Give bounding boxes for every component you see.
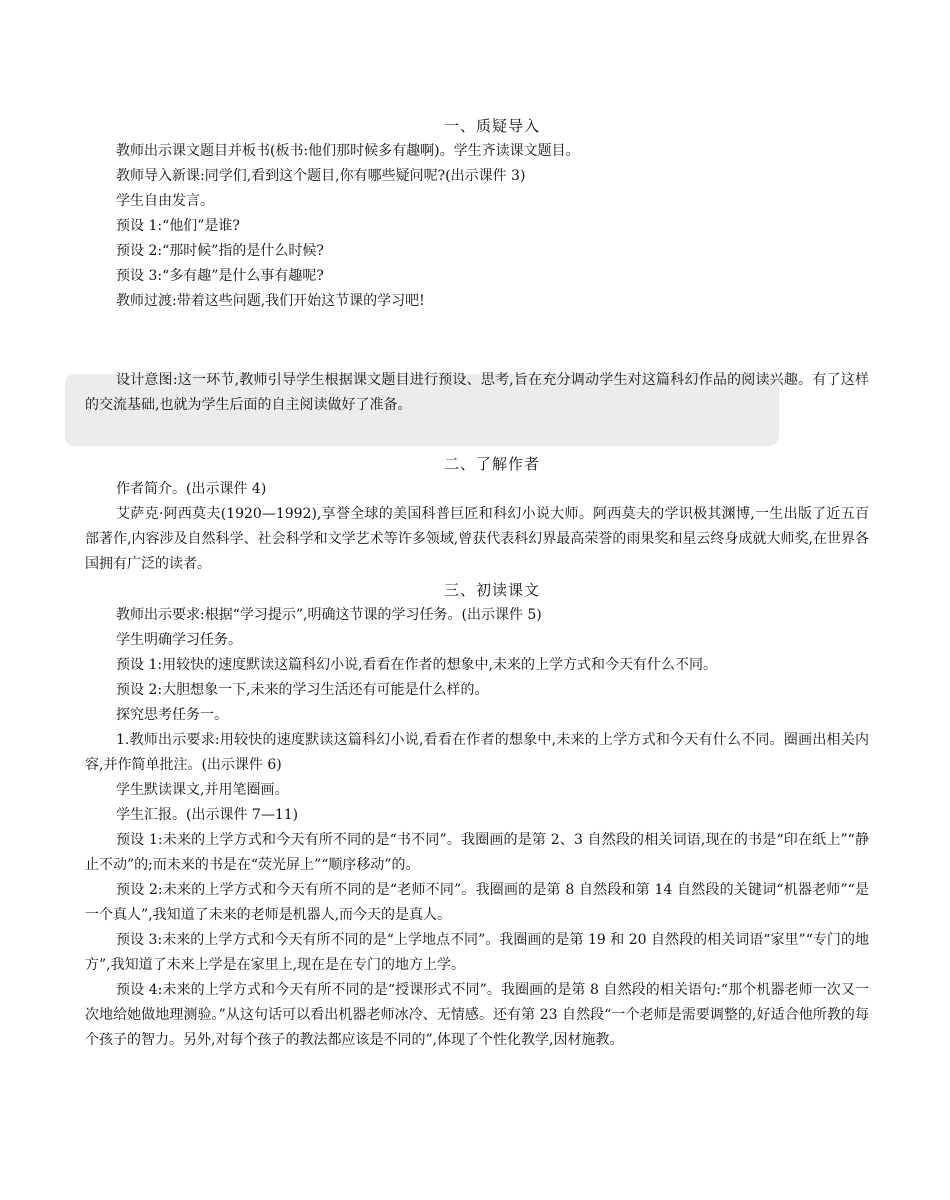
text-line: 教师出示要求:根据“学习提示”,明确这节课的学习任务。(出示课件 5)	[116, 607, 542, 623]
text-line: 作者简介。(出示课件 4)	[116, 481, 267, 497]
text-line: 学生明确学习任务。	[116, 632, 242, 648]
text-line: 预设 2:大胆想象一下,未来的学习生活还有可能是什么样的。	[116, 682, 489, 698]
task-paragraph: 1.教师出示要求:用较快的速度默读这篇科幻小说,看看在作者的想象中,未来的上学方式和今天有什么不同。圈画出相关内容,并作简单批注。(出示课件 6)	[85, 732, 869, 773]
section-heading-3: 三、初读课文	[443, 581, 540, 599]
preset-paragraph: 预设 3:未来的上学方式和今天有所不同的是“上学地点不同”。我圈画的是第 19 和 20 自然段的相关词语“家里”“专门的地方”,我知道了未来上学是在家里上,现在是在专门的地方上学。	[85, 932, 869, 973]
text-line: 预设 1:用较快的速度默读这篇科幻小说,看看在作者的想象中,未来的上学方式和今天有什么不同。	[116, 657, 717, 673]
section-heading-2: 二、了解作者	[443, 455, 540, 473]
text-line: 教师导入新课:同学们,看到这个题目,你有哪些疑问呢?(出示课件 3)	[116, 168, 526, 184]
spacer	[85, 418, 869, 451]
text-line: 学生自由发言。	[116, 193, 214, 209]
text-line: 探究思考任务一。	[116, 707, 228, 723]
text-line: 教师出示课文题目并板书(板书:他们那时候多有趣啊)。学生齐读课文题目。	[116, 143, 580, 159]
text-line: 预设 3:“多有趣”是什么事有趣呢?	[116, 268, 324, 284]
text-line: 学生默读课文,并用笔圈画。	[116, 782, 289, 798]
design-note-paragraph: 设计意图:这一环节,教师引导学生根据课文题目进行预设、思考,旨在充分调动学生对这篇科幻作品的阅读兴趣。有了这样的交流基础,也就为学生后面的自主阅读做好了准备。	[85, 372, 869, 413]
preset-paragraph: 预设 4:未来的上学方式和今天有所不同的是“授课形式不同”。我圈画的是第 8 自然段的相关语句:“那个机器老师一次又一次地给她做地理测验。”从这句话可以看出机器老师冰冷、无情感。还有第 23 自然段“一个老师是需要调整的,好适合他所教的每个孩子的智力。另外,对每个孩子的教法都应该是不同的”,体现了个性化教学,因材施教。	[85, 982, 869, 1048]
preset-paragraph: 预设 2:未来的上学方式和今天有所不同的是“老师不同”。我圈画的是第 8 自然段和第 14 自然段的关键词“机器老师”“是一个真人”,我知道了未来的老师是机器人,而今天的是真人。	[85, 882, 869, 923]
text-line: 教师过渡:带着这些问题,我们开始这节课的学习吧!	[116, 293, 425, 309]
preset-paragraph: 预设 1:未来的上学方式和今天有所不同的是“书不同”。我圈画的是第 2、3 自然段的相关词语,现在的书是“印在纸上”“静止不动”的;而未来的书是在“荧光屏上”“顺序移动”的。	[85, 832, 869, 873]
text-line: 学生汇报。(出示课件 7—11)	[116, 807, 299, 823]
section-heading-1: 一、质疑导入	[443, 117, 540, 135]
document-page	[85, 113, 869, 1053]
author-bio-paragraph: 艾萨克·阿西莫夫(1920—1992),享誉全球的美国科普巨匠和科幻小说大师。阿西莫夫的学识极其渊博,一生出版了近五百部著作,内容涉及自然科学、社会科学和文学艺术等许多领域,曾获代表科幻界最高荣誉的雨果奖和星云终身成就大师奖,在世界各国拥有广泛的读者。	[85, 506, 869, 572]
spacer	[85, 314, 869, 368]
text-line: 预设 1:“他们”是谁?	[116, 218, 240, 234]
text-line: 预设 2:“那时候”指的是什么时候?	[116, 243, 324, 259]
